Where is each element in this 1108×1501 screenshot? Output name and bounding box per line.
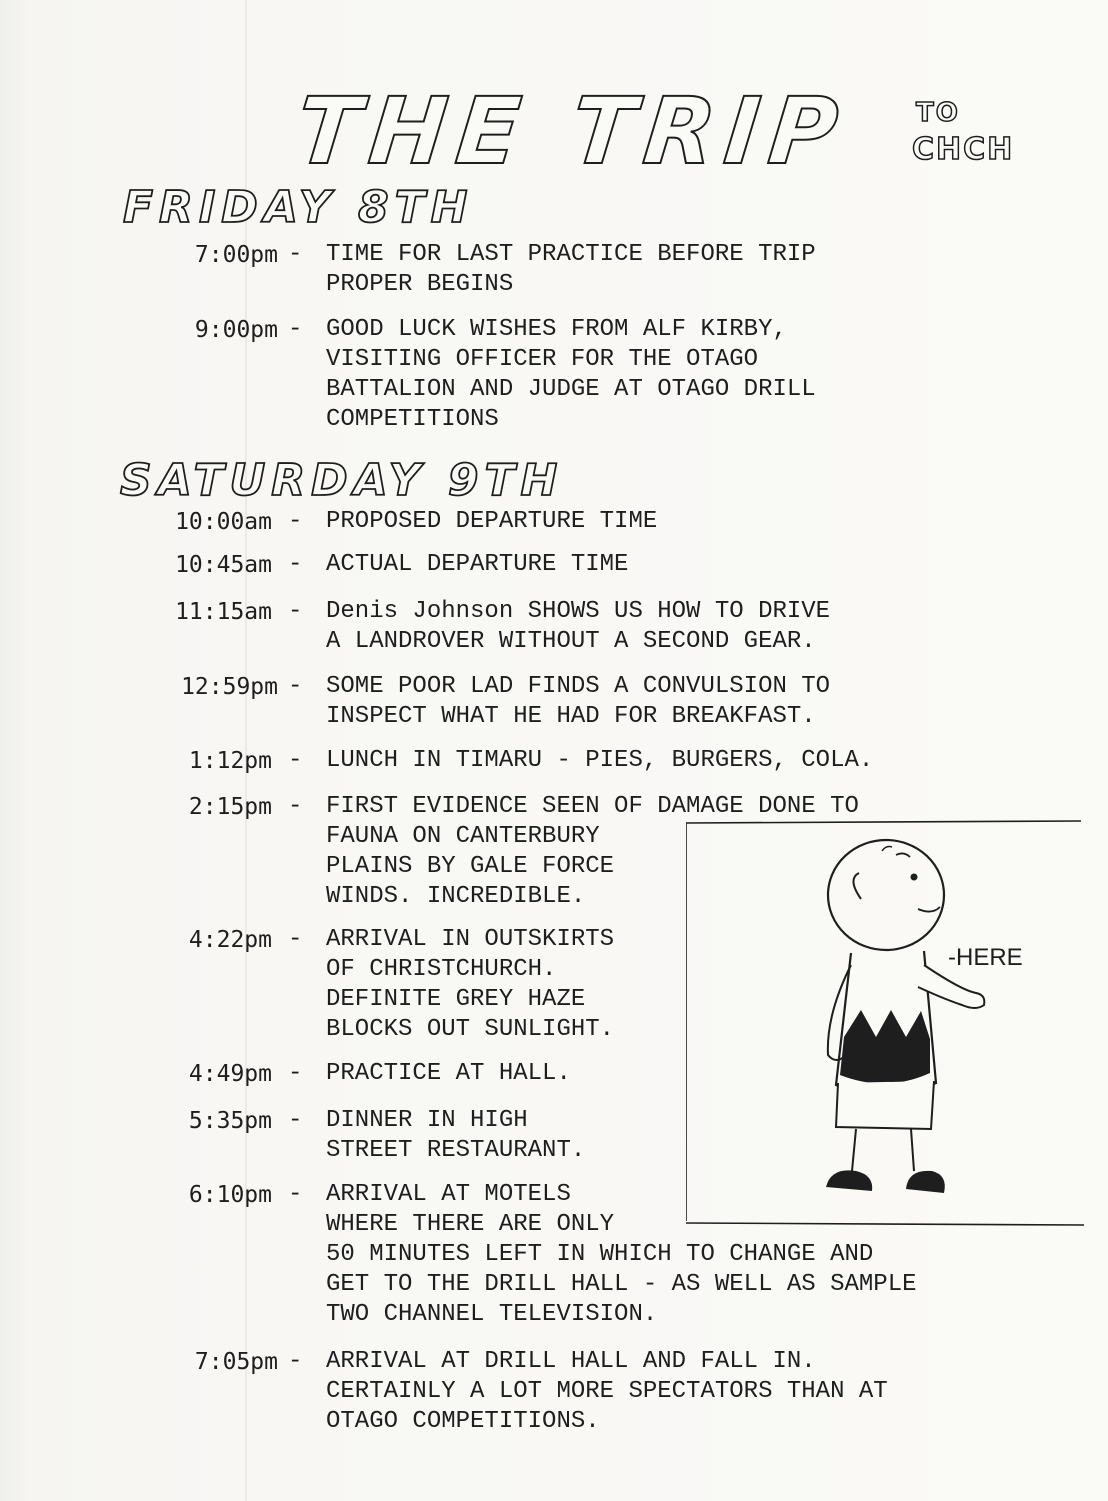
entry-time: 9:00pm: [194, 317, 278, 343]
entry-line: GOOD LUCK WISHES FROM ALF KIRBY,: [326, 316, 787, 343]
entry-line: PLAINS BY GALE FORCE: [326, 853, 615, 880]
day-heading-saturday: SATURDAY 9TH: [120, 455, 564, 506]
entry-line: CERTAINLY A LOT MORE SPECTATORS THAN AT: [326, 1378, 888, 1405]
entry-line: VISITING OFFICER FOR THE OTAGO: [326, 346, 759, 373]
entry-time: 4:49pm: [188, 1061, 272, 1087]
entry-time: 4:22pm: [188, 927, 272, 953]
entry-description: [326, 925, 614, 1045]
title-sub-chch: CHCH: [912, 132, 1015, 167]
entry-time: 7:00pm: [194, 242, 278, 268]
entry-line: ARRIVAL AT MOTELS: [326, 1181, 571, 1208]
entry-time: 2:15pm: [188, 794, 272, 820]
entry-time: 6:10pm: [188, 1182, 272, 1208]
entry-line: WINDS. INCREDIBLE.: [326, 883, 586, 910]
entry-line: PROPER BEGINS: [326, 271, 514, 298]
entry-line: PRACTICE AT HALL.: [326, 1060, 571, 1087]
entry-dash: -: [288, 747, 303, 774]
entry-line: A LANDROVER WITHOUT A SECOND GEAR.: [326, 628, 816, 655]
entry-description: [326, 507, 657, 537]
entry-line: TIME FOR LAST PRACTICE BEFORE TRIP: [326, 241, 816, 268]
entry-line: ACTUAL DEPARTURE TIME: [326, 551, 629, 578]
entry-dash: -: [288, 551, 303, 578]
entry-description: [326, 597, 830, 657]
entry-line: DEFINITE GREY HAZE: [326, 986, 586, 1013]
entry-line: FIRST EVIDENCE SEEN OF DAMAGE DONE TO: [326, 793, 859, 820]
day-heading-friday: FRIDAY 8TH: [123, 182, 474, 233]
entry-line: OF CHRISTCHURCH.: [326, 956, 557, 983]
entry-line: COMPETITIONS: [326, 406, 499, 433]
entry-time: 7:05pm: [194, 1349, 278, 1375]
entry-description: [326, 746, 873, 776]
entry-dash: -: [288, 598, 303, 625]
entry-line: ARRIVAL IN OUTSKIRTS: [326, 926, 615, 953]
entry-line: LUNCH IN TIMARU - PIES, BURGERS, COLA.: [326, 747, 874, 774]
entry-line: BLOCKS OUT SUNLIGHT.: [326, 1016, 615, 1043]
charlie-brown-cartoon-icon: [686, 815, 1086, 1227]
entry-description: [326, 1059, 571, 1089]
entry-dash: -: [288, 1107, 303, 1134]
entry-dash: -: [288, 241, 303, 268]
entry-dash: -: [288, 1060, 303, 1087]
entry-dash: -: [288, 793, 303, 820]
entry-line: Denis Johnson SHOWS US HOW TO DRIVE: [326, 598, 831, 625]
entry-line: INSPECT WHAT HE HAD FOR BREAKFAST.: [326, 703, 816, 730]
cartoon-label: -HERE: [948, 944, 1023, 971]
entry-line: TWO CHANNEL TELEVISION.: [326, 1301, 658, 1328]
entry-description: [326, 550, 628, 580]
entry-line: DINNER IN HIGH: [326, 1107, 528, 1134]
entry-description: [326, 1106, 585, 1166]
entry-line: WHERE THERE ARE ONLY: [326, 1211, 615, 1238]
title-sub-to: TO: [916, 98, 960, 128]
entry-line: STREET RESTAURANT.: [326, 1137, 586, 1164]
entry-line: 50 MINUTES LEFT IN WHICH TO CHANGE AND: [326, 1241, 874, 1268]
entry-time: 1:12pm: [188, 748, 272, 774]
entry-time: 12:59pm: [181, 674, 278, 700]
entry-line: FAUNA ON CANTERBURY: [326, 823, 600, 850]
entry-line: SOME POOR LAD FINDS A CONVULSION TO: [326, 673, 831, 700]
entry-line: ARRIVAL AT DRILL HALL AND FALL IN.: [326, 1348, 816, 1375]
entry-description: [326, 315, 816, 435]
entry-time: 11:15am: [175, 599, 272, 625]
entry-dash: -: [288, 673, 303, 700]
entry-dash: -: [288, 926, 303, 953]
entry-dash: -: [288, 508, 303, 535]
entry-time: 5:35pm: [188, 1108, 272, 1134]
entry-time: 10:00am: [175, 509, 272, 535]
entry-line: GET TO THE DRILL HALL - AS WELL AS SAMPLE: [326, 1271, 917, 1298]
entry-line: OTAGO COMPETITIONS.: [326, 1408, 600, 1435]
entry-description: [326, 1347, 888, 1437]
page-title: THE TRIP: [291, 78, 853, 185]
entry-dash: -: [288, 1181, 303, 1208]
entry-time: 10:45am: [175, 552, 272, 578]
entry-line: BATTALION AND JUDGE AT OTAGO DRILL: [326, 376, 816, 403]
entry-description: [326, 240, 816, 300]
entry-line: PROPOSED DEPARTURE TIME: [326, 508, 658, 535]
entry-description: [326, 672, 830, 732]
entry-dash: -: [288, 316, 303, 343]
entry-dash: -: [288, 1348, 303, 1375]
